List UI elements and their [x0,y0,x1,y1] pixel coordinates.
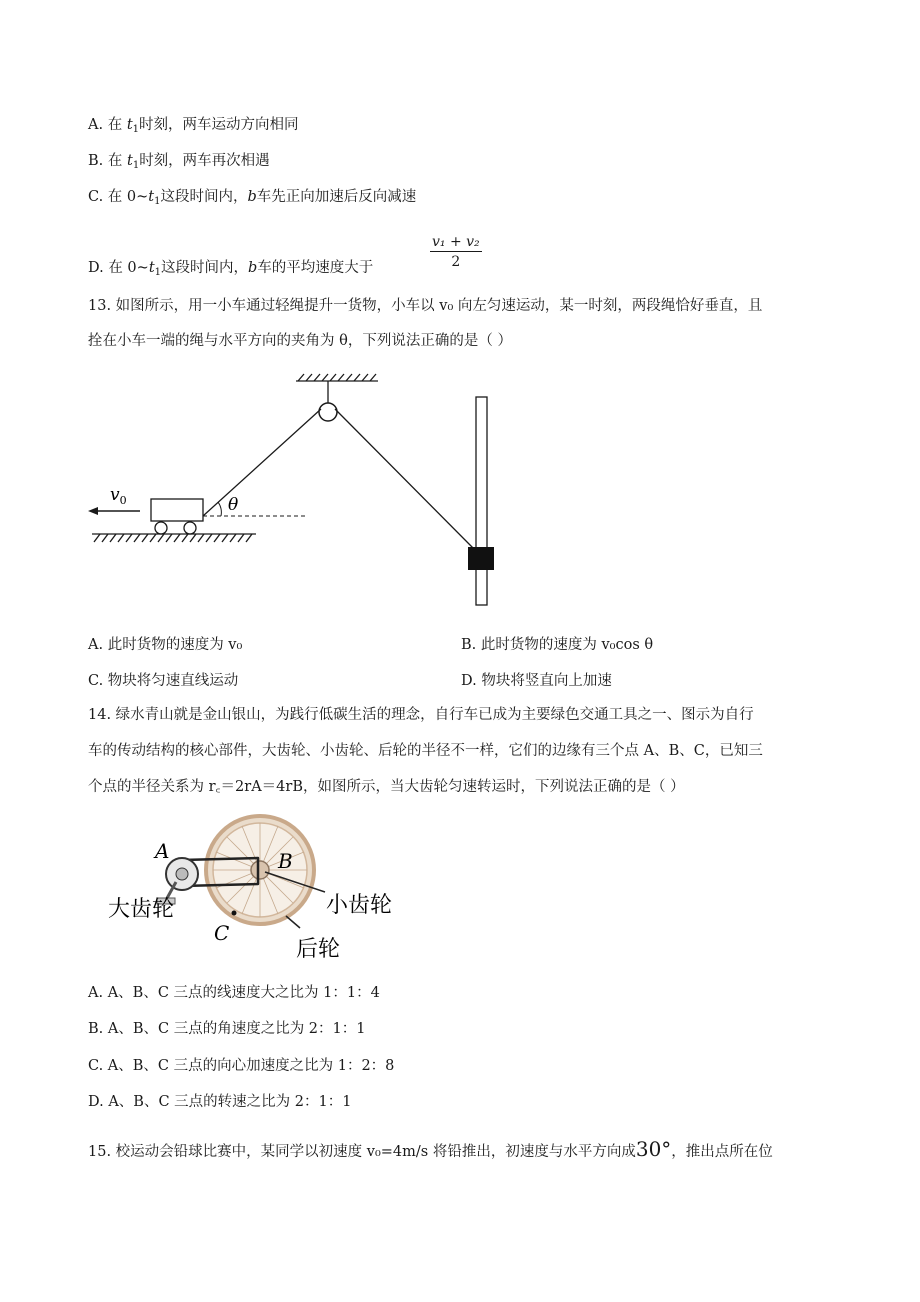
fraction-denominator: 2 [451,254,461,270]
ceiling-hatch [296,374,378,381]
big-gear-label: 大齿轮 [108,897,175,922]
velocity-label: $v_0$ [110,485,127,507]
small-gear-label: 小齿轮 [326,893,393,918]
vertical-rail [476,397,487,605]
q12-option-c: C. 在 $0\sim t_1$这段时间内，b车先正向加速后反向减速 [88,189,417,207]
angle-label: θ [228,495,239,515]
rope-to-cart [203,409,321,516]
q14-stem-line1: 14. 绿水青山就是金山银山，为践行低碳生活的理念，自行车已成为主要绿色交通工具之一、图示为自行 [88,707,754,723]
q12-option-b: B. 在 $t_1$时刻，两车再次相遇 [88,153,270,171]
pulley-cart-figure [0,370,920,630]
q13-option-a: A. 此时货物的速度为 v₀ [88,637,243,653]
point-c-label: C [214,921,230,945]
q14-stem-line2: 车的传动结构的核心部件，大齿轮、小齿轮、后轮的半径不一样，它们的边缘有三个点 A、B、C，已知三 [88,743,763,759]
ground-hatch [92,534,256,542]
q13-stem-line2: 拴在小车一端的绳与水平方向的夹角为 θ，下列说法正确的是（ ） [88,333,512,349]
q14-option-b: B. A、B、C 三点的角速度之比为 2：1：1 [88,1021,366,1037]
cart [151,499,203,521]
q14-option-a: A. A、B、C 三点的线速度大之比为 1：1：4 [88,985,380,1001]
q14-option-d: D. A、B、C 三点的转速之比为 2：1：1 [88,1094,352,1110]
q12-option-d: D. 在 $0\sim t_1$这段时间内，b车的平均速度大于 [88,260,374,278]
point-a-label: A [155,839,170,863]
angle-value: 30° [635,1137,672,1161]
q14-stem-line3: 个点的半径关系为 r꜀＝2rA＝4rB，如图所示，当大齿轮匀速转运时，下列说法正确的是（ ） [88,779,685,795]
point-b-label: B [278,849,293,873]
bicycle-transmission-figure [0,812,920,972]
q13-option-c: C. 物块将匀速直线运动 [88,673,239,689]
q13-option-b: B. 此时货物的速度为 v₀cos θ [461,637,654,653]
rope-to-block [335,409,476,551]
rear-wheel-label: 后轮 [296,937,341,962]
pulley [319,403,337,421]
fraction-numerator: v₁ + v₂ [432,234,480,250]
q13-option-d: D. 物块将竖直向上加速 [461,673,612,689]
q14-option-c: C. A、B、C 三点的向心加速度之比为 1：2：8 [88,1058,395,1074]
q15-stem-line1: 15. 校运动会铅球比赛中，某同学以初速度 v₀=4m/s 将铅推出，初速度与水平方向成30°，推出点所在位 [88,1137,773,1161]
cargo-block [468,547,494,570]
q13-stem-line1: 13. 如图所示，用一小车通过轻绳提升一货物，小车以 v₀ 向左匀速运动，某一时刻，两段绳恰好垂直，且 [88,298,763,314]
q12-option-a: A. 在 $t_1$时刻，两车运动方向相同 [88,117,299,135]
average-velocity-fraction [430,233,482,272]
